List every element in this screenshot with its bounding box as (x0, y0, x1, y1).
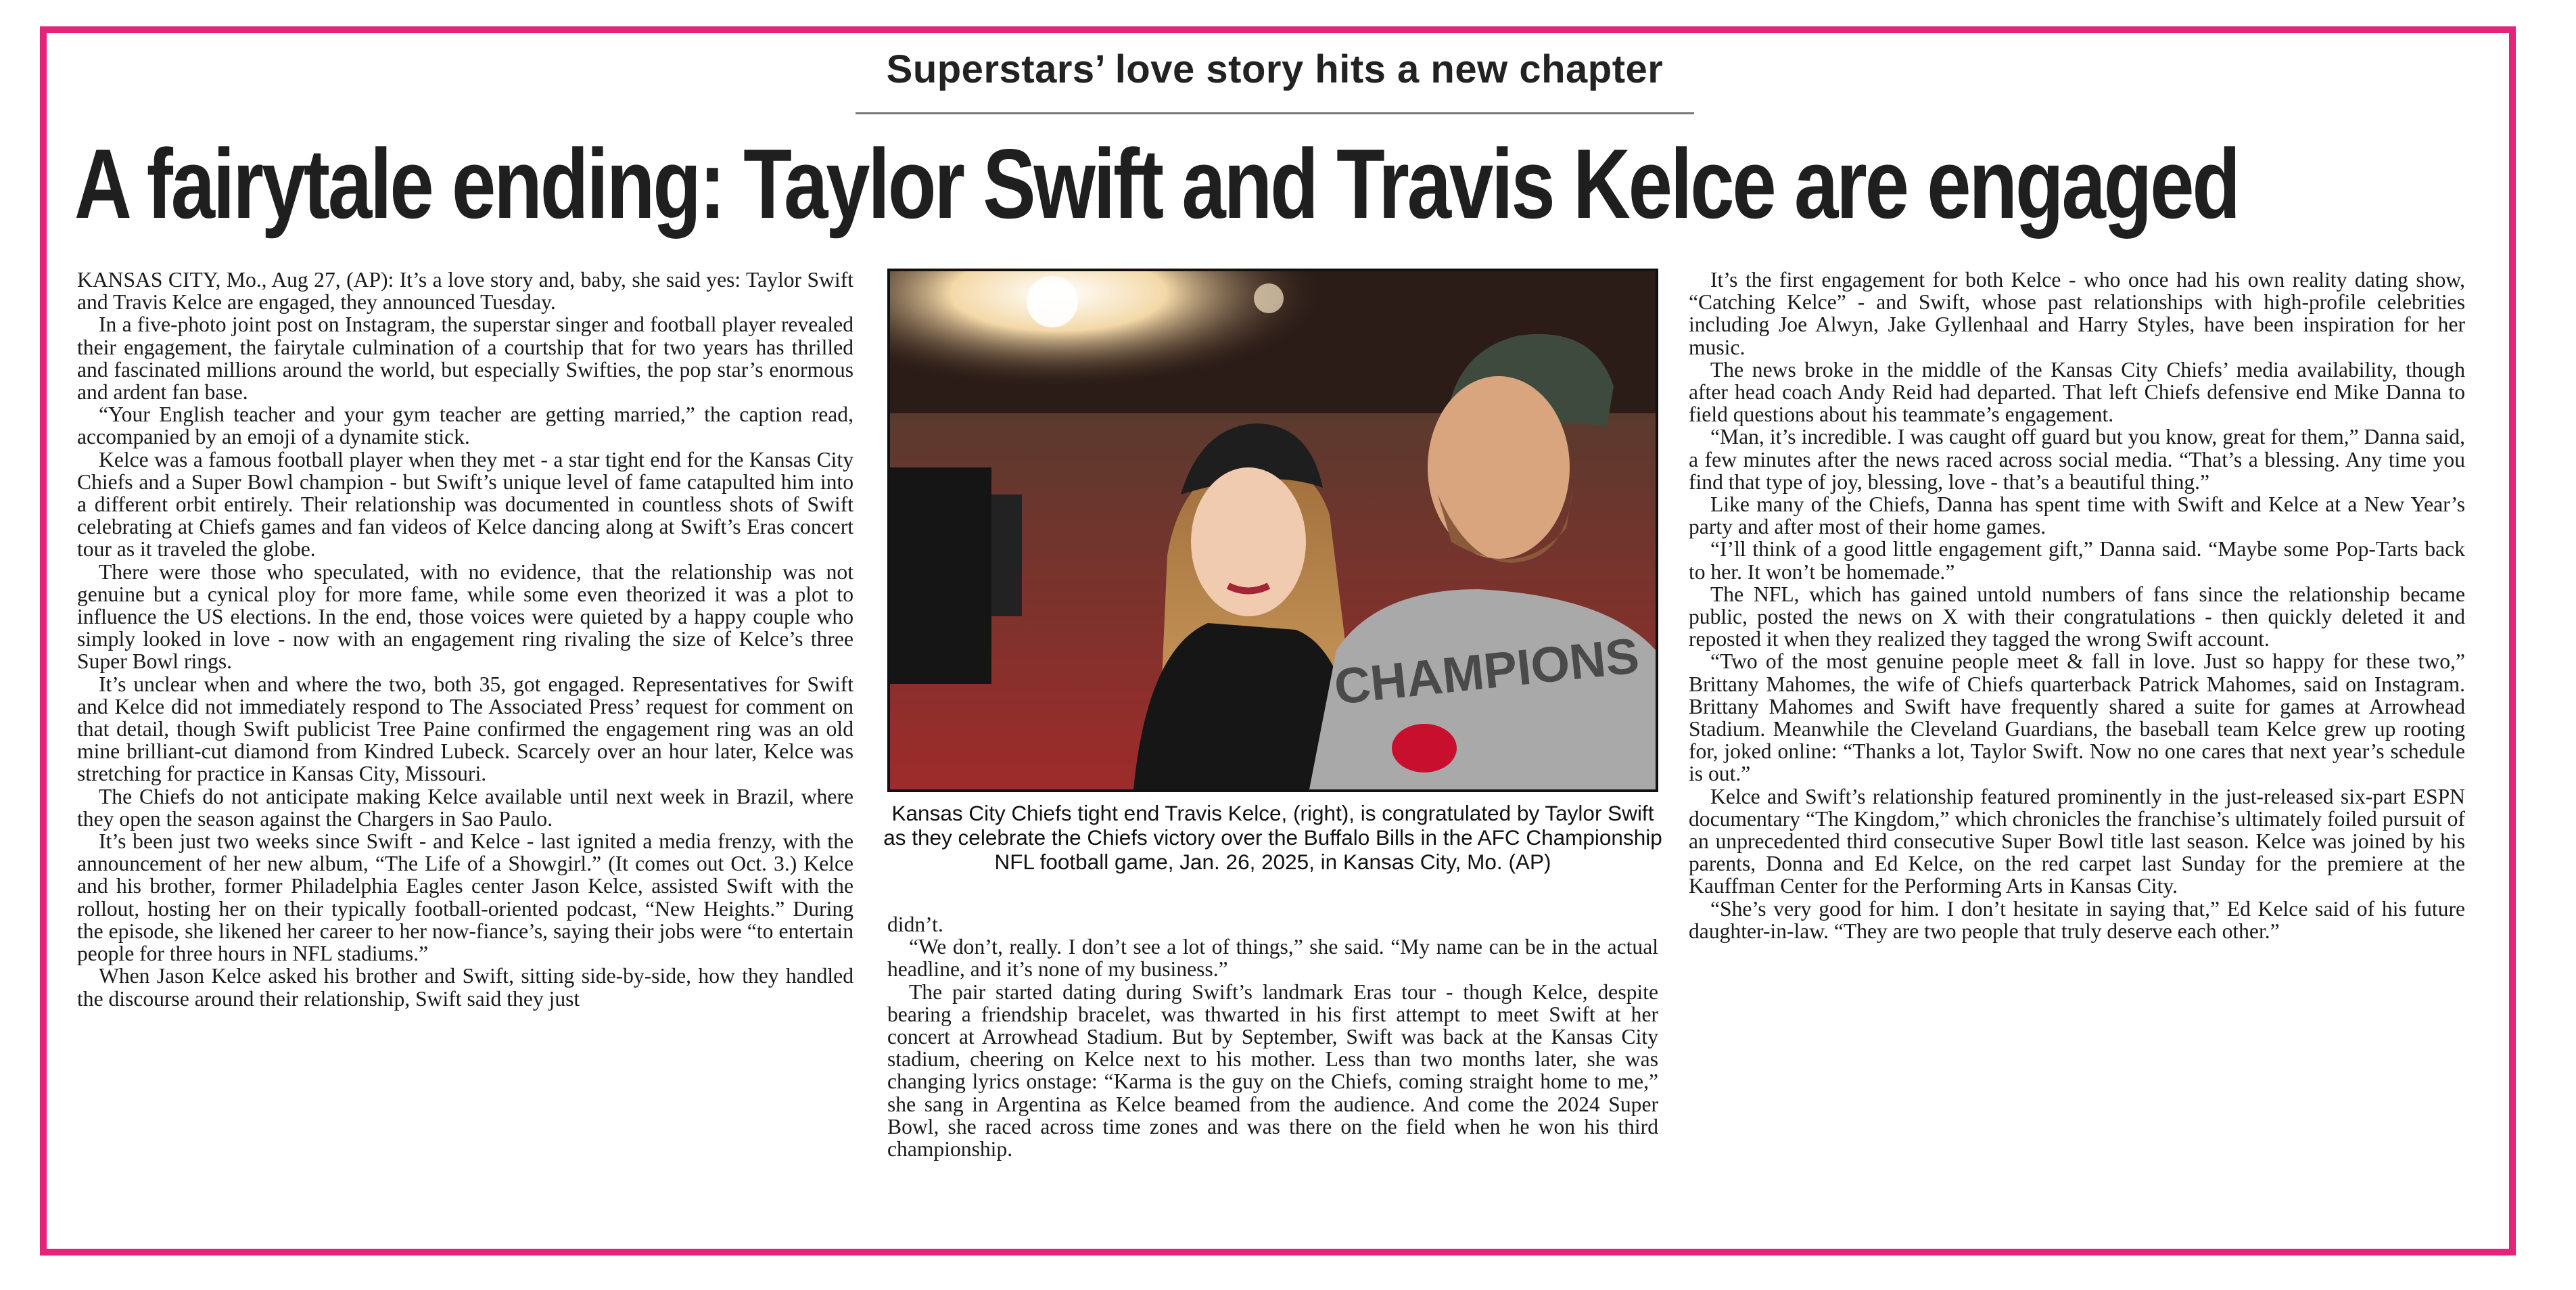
headline: A fairytale ending: Taylor Swift and Travis Kelce are engaged (74, 129, 2239, 239)
column-3 (1689, 269, 2465, 942)
paragraph: There were those who speculated, with no evidence, that the relationship was not genuine but a cynical ploy for more fame, while some even theorized it was a plot to influence the US elections. In the end, those voices were quieted by a happy couple who simply looked in love - now with an engagement ring rivaling the size of Kelce’s three Super Bowl rings. (77, 559, 853, 674)
kicker-divider (856, 112, 1694, 114)
paragraph: When Jason Kelce asked his brother and Swift, sitting side-by-side, how they handled the discourse around their relationship, Swift said they just (77, 964, 853, 1011)
paragraph: “Your English teacher and your gym teacher are getting married,” the caption read, accompanied by an emoji of a dynamite stick. (77, 402, 853, 449)
paragraph: The NFL, which has gained untold numbers of fans since the relationship became public, posted the news on X with their congratulations - then quickly deleted it and reposted it when they realized they tagged the wrong Swift account. (1689, 582, 2465, 651)
paragraph: The pair started dating during Swift’s landmark Eras tour - though Kelce, despite bearing a friendship bracelet, was thwarted in his first attempt to meet Swift at her concert at Arrowhead Stadium. But by September, Swift was back at the Kansas City stadium, cheering on Kelce next to his mother. Less than two months later, she was changing lyrics onstage: “Karma is the guy on the Chiefs, coming straight home to me,” she sang in Argentina as Kelce beamed from the audience. And come the 2024 Super Bowl, she raced across time zones and was there on the field when he won his third championship. (887, 980, 1658, 1161)
paragraph: didn’t. (887, 913, 943, 936)
paragraph: “I’ll think of a good little engagement gift,” Danna said. “Maybe some Pop-Tarts back to her. It won’t be homemade.” (1689, 537, 2465, 584)
article-photo (887, 269, 1658, 792)
paragraph: “Two of the most genuine people meet & fall in love. Just so happy for these two,” Brittany Mahomes, the wife of Chiefs quarterback Patrick Mahomes, said on Instagram. Brittany Mahomes and Swift have frequently shared a suite for games at Arrowhead Stadium. Meanwhile the Cleveland Guardians, the baseball team Kelce grew up rooting for, joked online: “Thanks a lot, Taylor Swift. Now no one cares that next year’s schedule is out.” (1689, 649, 2465, 786)
kicker: Superstars’ love story hits a new chapter (886, 47, 1664, 91)
paragraph: “We don’t, really. I don’t see a lot of things,” she said. “My name can be in the actual headline, and it’s none of my business.” (887, 935, 1658, 982)
photo-shirt-text: CHAMPIONS (1331, 627, 1642, 715)
column-1 (77, 269, 853, 1010)
paragraph: The news broke in the middle of the Kansas City Chiefs’ media availability, though after head coach Andy Reid had departed. That left Chiefs defensive end Mike Danna to field questions about his teammate’s engagement. (1689, 357, 2465, 427)
paragraph: It’s the first engagement for both Kelce - who once had his own reality dating show, “Catching Kelce” - and Swift, whose past relationships with high-profile celebrities including Joe Alwyn, Jake Gyllenhaal and Harry Styles, have been inspiration for her music. (1689, 268, 2465, 359)
photo-caption: Kansas City Chiefs tight end Travis Kelce, (right), is congratulated by Taylor Swift as they celebrate the Chiefs victory over the Buffalo Bills in the AFC Championship NFL football game, Jan. 26, 2025, in Kansas City, Mo. (AP) (883, 801, 1662, 874)
paragraph: “Man, it’s incredible. I was caught off guard but you know, great for them,” Danna said, a few minutes after the news raced across social media. “That’s a blessing. Any time you find that type of joy, blessing, love - that’s a beautiful thing.” (1689, 425, 2465, 494)
column-2 (887, 913, 1658, 1160)
paragraph: “She’s very good for him. I don’t hesitate in saying that,” Ed Kelce said of his future daughter-in-law. “They are two people that truly deserve each other.” (1689, 896, 2465, 943)
paragraph: Like many of the Chiefs, Danna has spent time with Swift and Kelce at a New Year’s party and after most of their home games. (1689, 492, 2465, 539)
photo-illustration (890, 271, 1656, 789)
paragraph: KANSAS CITY, Mo., Aug 27, (AP): It’s a love story and, baby, she said yes: Taylor Swift and Travis Kelce are engaged, they announced Tuesday. (77, 268, 853, 315)
paragraph: It’s been just two weeks since Swift - and Kelce - last ignited a media frenzy, with the announcement of her new album, “The Life of a Showgirl.” (It comes out Oct. 3.) Kelce and his brother, former Philadelphia Eagles center Jason Kelce, assisted Swift with the rollout, hosting her on their typically football-oriented podcast, “New Heights.” During the episode, she likened her career to her now-fiance’s, saying their jobs were “to entertain people for three hours in NFL stadiums.” (77, 829, 853, 966)
paragraph: It’s unclear when and where the two, both 35, got engaged. Representatives for Swift and Kelce did not immediately respond to The Associated Press’ request for comment on that detail, though Swift publicist Tree Paine confirmed the engagement ring was an old mine brilliant-cut diamond from Kindred Lubeck. Scarcely over an hour later, Kelce was stretching for practice in Kansas City, Missouri. (77, 672, 853, 786)
paragraph: Kelce and Swift’s relationship featured prominently in the just-released six-part ESPN documentary “The Kingdom,” which chronicles the franchise’s ultimately foiled pursuit of an unprecedented third consecutive Super Bowl title last season. Kelce was joined by his parents, Donna and Ed Kelce, on the red carpet last Sunday for the premiere at the Kauffman Center for the Performing Arts in Kansas City. (1689, 784, 2465, 898)
paragraph: In a five-photo joint post on Instagram, the superstar singer and football player revealed their engagement, the fairytale culmination of a courtship that for two years has thrilled and fascinated millions around the world, but especially Swifties, the pop star’s enormous and ardent fan base. (77, 313, 853, 405)
paragraph: Kelce was a famous football player when they met - a star tight end for the Kansas City Chiefs and a Super Bowl champion - but Swift’s unique level of fame catapulted him into a different orbit entirely. Their relationship was documented in countless shots of Swift celebrating at Chiefs games and fan videos of Kelce dancing along at Swift’s Eras concert tour as it traveled the globe. (77, 447, 853, 561)
paragraph: The Chiefs do not anticipate making Kelce available until next week in Brazil, where they open the season against the Chargers in Sao Paulo. (77, 784, 853, 831)
